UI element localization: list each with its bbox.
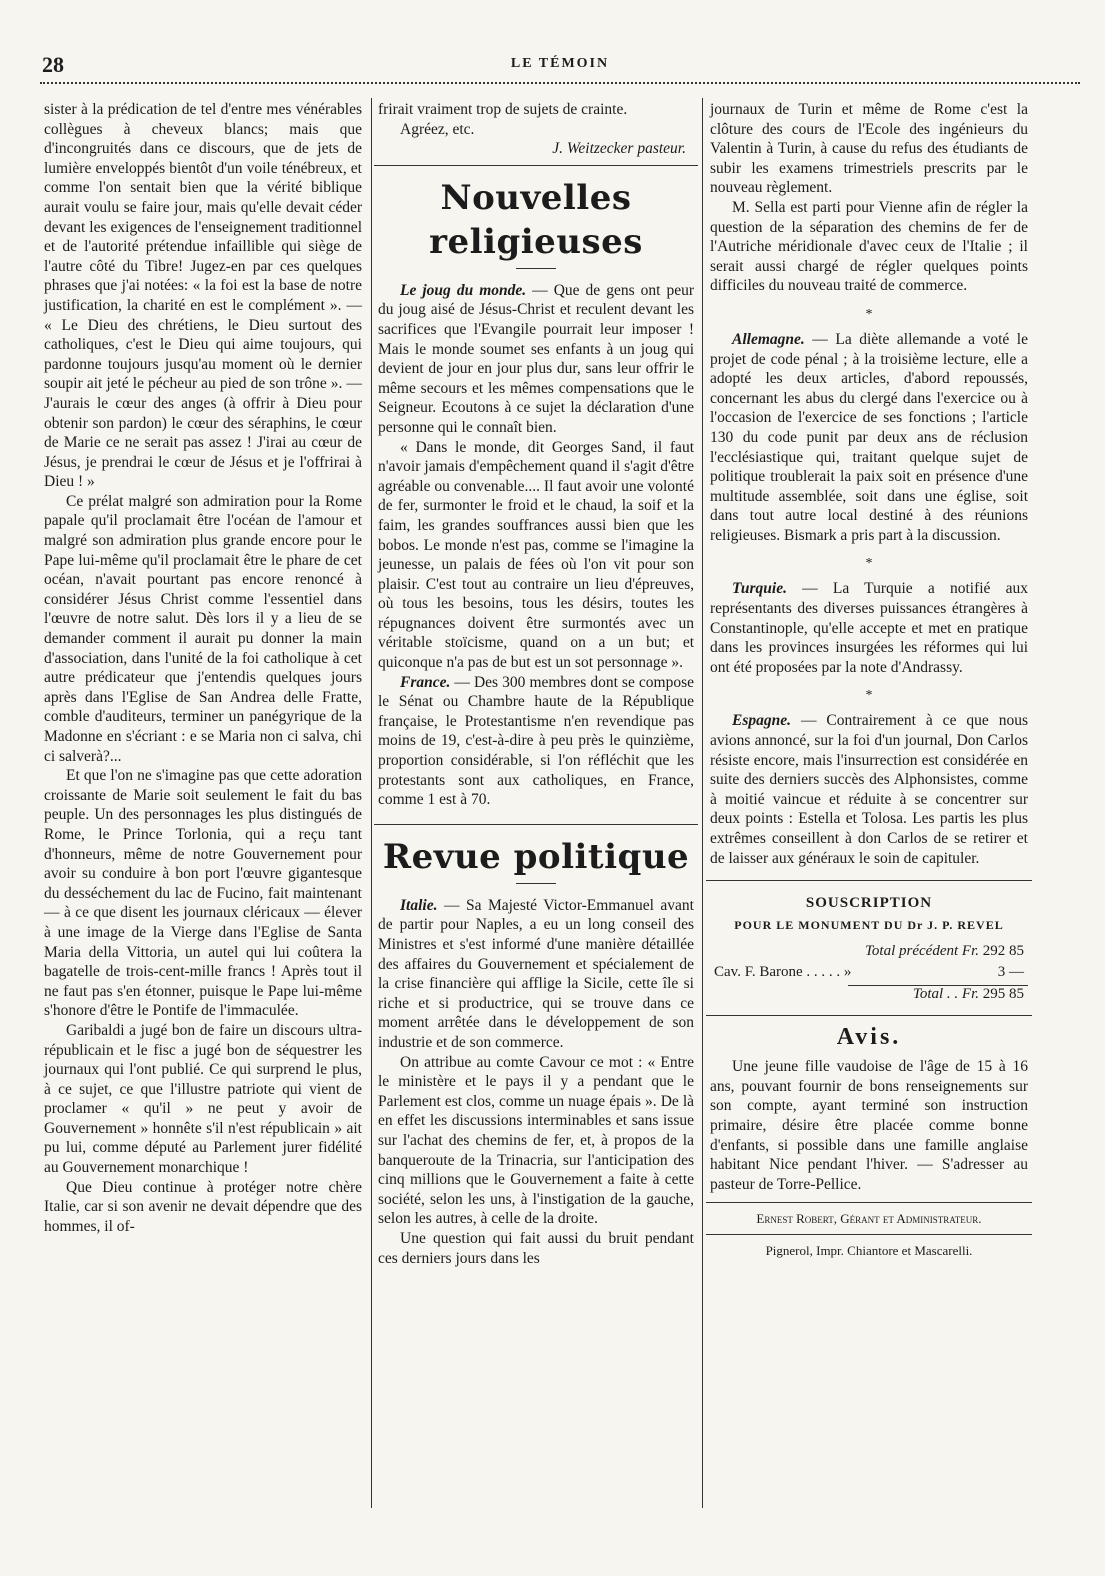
subscription-title: SOUSCRIPTION xyxy=(805,895,933,912)
manager-line: Ernest Robert, Gérant et Administrateur. xyxy=(756,1211,982,1227)
signature: J. Weitzecker pasteur. xyxy=(552,140,686,158)
rubric-label: Espagne. xyxy=(732,712,791,730)
section-title-nouvelles: Nouvelles religieuses xyxy=(429,177,643,262)
column-divider xyxy=(702,98,703,1508)
article-paragraph: journaux de Turin et même de Rome c'est la clôture des cours de l'Ecole des ingénieurs du Valentin à Turin, à cause du refus des étudiants de subir les examens trimestriels prescrits par le nouveau règlement. xyxy=(710,101,1028,197)
column-3 xyxy=(710,100,1028,1260)
rubric-text: — Que de gens ont peur du joug aisé de Jésus-Christ et reculent devant les sacrifices que l'Evangile pourrait leur imposer ! Mais le monde soumet ses enfants à un joug qui devient de jour en jour plus dur, sans leur offrir le même secours et les mêmes compensations que le Seigneur. Ecoutons à ce sujet la déclaration d'une personne qui le connaît bien. xyxy=(378,281,695,436)
column-divider xyxy=(371,98,372,1508)
rubric-label: Le joug du monde. xyxy=(400,281,527,299)
title-dash xyxy=(516,268,556,269)
rubric-text: — Sa Majesté Victor-Emmanuel avant de partir pour Naples, a eu un long conseil des Ministres et s'est informé d'une manière détaillée des affaires du Gouvernement et spécialement de la crise financière qui afflige la Sicile, cette île si riche et si productrice, qui se trouve dans ce moment arrêtée dans le développement de son industrie et de son commerce. xyxy=(378,896,694,1051)
rubric-text: — La Turquie a notifié aux représentants des diverses puissances étrangères à Constantinople, qu'elle accepte et met en pratique dans les provinces insurgées les réformes qui lui ont été proposées par la note d'Andrassy. xyxy=(710,580,1028,676)
header-rule xyxy=(40,82,1080,84)
news-item-espagne xyxy=(710,711,1028,868)
news-item-turquie xyxy=(710,579,1028,677)
row-value: 3 — xyxy=(997,964,1024,981)
page-header xyxy=(40,52,1080,76)
news-item-italie xyxy=(378,896,694,1053)
article-paragraph: Ce prélat malgré son admiration pour la Rome papale qu'il proclamait être l'océan de l'amour et malgré son admiration plus grande encore pour le Pape lui-même qu'il proclamait être le phare de cet océan, n'avait pourtant pas encore renoncé à considérer Jésus Christ comme l'essentiel dans l'œuvre de notre salut. Dès lors il y a lieu de se demander comment il aurait pu donner la main d'association, dans l'unité de la foi catholique à cet autre prédicateur que j'entendis quelques jours après dans l'Eglise de San Andrea delle Fratte, comble d'auditeurs, terminer un panégyrique de la Madonne en s'écriant : e se Maria non ci salva, chi ci salverà?... xyxy=(44,492,362,765)
running-title: LE TÉMOIN xyxy=(510,56,610,71)
notice-text: Une jeune fille vaudoise de l'âge de 15 à 16 ans, pouvant fournir de bons renseignements sur son compte, ayant terminé son instruction primaire, désire être placée comme bonne d'enfants, si possible dans une famille anglaise habitant Nice pendant l'hiver. — S'adresser au pasteur de Torre-Pellice. xyxy=(710,1058,1028,1193)
rubric-label: Turquie. xyxy=(732,580,787,598)
section-rule xyxy=(374,165,698,166)
quotation-sand: « Dans le monde, dit Georges Sand, il faut n'avoir jamais d'empêchement quand il s'agit d'être agréable ou convenable.... Il faut avoir une volonté de fer, surmonter le froid et le chaud, la soif et la faim, les grandes souffrances aussi bien que les bobos. Le monde n'est pas, comme se l'imagine la jeunesse, un palais de fées où l'on vit pour son plaisir. C'est tout au contraire un lieu d'épreuves, où tous les besoins, tous les désirs, toutes les répugnances doivent être surmontés avec un véritable stoïcisme, quand on a un but; et quiconque n'a pas de but est un sot personnage ». xyxy=(378,438,694,672)
news-item-france xyxy=(378,673,694,810)
article-paragraph: frirait vraiment trop de sujets de crainte. xyxy=(378,101,628,118)
row-label: Total . . Fr. xyxy=(912,986,979,1003)
column-1 xyxy=(44,100,362,1236)
row-value: 295 85 xyxy=(982,986,1024,1003)
rubric-text: — Contrairement à ce que nous avions annoncé, sur la foi d'un journal, Don Carlos résiste encore, mais l'insurrection est considérée en suite des derniers succès des Alphonsistes, comme à moitié vaincue et réduite à se concentrer sur deux points : Estella et Tolosa. Les partis les plus extrêmes conseillent à don Carlos de se retirer et de laisser aux généraux le soin de capituler. xyxy=(710,712,1028,867)
section-rule xyxy=(706,1015,1032,1016)
separator-star: * xyxy=(865,306,873,322)
section-rule xyxy=(706,880,1032,881)
notice-title: Avis. xyxy=(836,1024,902,1051)
section-rule xyxy=(706,1234,1032,1235)
article-paragraph: Et que l'on ne s'imagine pas que cette adoration croissante de Marie soit seulement le fait du bas peuple. Un des personnages les plus distingués de Rome, le Prince Torlonia, qui a reçu tant d'honneurs, même de notre Gouvernement pour avoir su conduire à bon port l'œuvre gigantesque du desséchement du lac de Fucino, fait maintenant — à ce que disent les journaux cléricaux — élever à une image de la Vierge dans l'Eglise de Santa Maria della Vittoria, un autel qui lui coûtera la bagatelle de trois-cent-mille francs ! Après tout il ne faut pas s'en étonner, puisque le Pape lui-même s'honore d'être le Pontife de l'immaculée. xyxy=(44,767,362,1020)
printer-line: Pignerol, Impr. Chiantore et Mascarelli. xyxy=(765,1243,973,1259)
section-title-revue: Revue politique xyxy=(382,836,690,877)
row-label: Cav. F. Barone . . . . . » xyxy=(714,964,852,981)
rubric-text: — Des 300 membres dont se compose le Sénat ou Chambre haute de la République française, le Protestantisme n'en revendique pas moins de 19, c'est-à-dire à peu près le quinzième, proportion considérable, si l'on réfléchit que les protestants sont aux catholiques, en France, comme 1 est à 70. xyxy=(378,673,694,809)
subscription-subtitle: POUR LE MONUMENT DU Dr J. P. REVEL xyxy=(734,918,1004,933)
news-item-allemagne xyxy=(710,330,1028,546)
rubric-label: France. xyxy=(400,673,451,691)
rubric-text: — La diète allemande a voté le projet de code pénal ; à la troisième lecture, elle a adopté les deux articles, d'abord repoussés, concernant les abus du clergé dans l'exercice ou à l'occasion de l'exercice de ses fonctions ; l'article 130 du code punit par deux ans de réclusion l'ecclésiastique qui, traitant quelque sujet de politique troublerait la paix soit en présence d'une multitude assemblée, soit dans une église, soit dans tout autre local destiné à des réunions religieuses. Bismark a pris part à la discussion. xyxy=(710,330,1028,544)
closing-formula: Agréez, etc. xyxy=(400,120,475,138)
article-paragraph: Une question qui fait aussi du bruit pendant ces derniers jours dans les xyxy=(378,1229,694,1267)
rubric-label: Italie. xyxy=(400,896,438,914)
separator-star: * xyxy=(865,556,873,572)
row-value: 292 85 xyxy=(982,943,1024,960)
subscription-row-total xyxy=(710,986,1028,1007)
separator-star: * xyxy=(865,688,873,704)
article-paragraph: Garibaldi a jugé bon de faire un discours ultra-républicain et le fisc a jugé bon de séquestrer les journaux qui l'ont publié. Ce qui surprend le plus, à ce sujet, ce que l'illustre patriote qui vient de proclamer « qu'il » ne peut y avoir de Gouvernement » honnête s'il n'est républicain » ait pu lui, comme député au Parlement jurer fidélité au Gouvernement monarchique ! xyxy=(44,1021,362,1177)
article-paragraph: On attribue au comte Cavour ce mot : « Entre le ministère et le pays il y a pendant que le Parlement est clos, comme un nuage épais ». De là en effet les discussions interminables et sans issue sur l'achat des chemins de fer, et, à propos de la banqueroute de la Trinacria, sur l'anticipation des cinq millions que le Gouvernement a faite à cette société, selon les uns, à l'instigation de la gauche, selon les autres, à celle de la droite. xyxy=(378,1053,694,1228)
subscription-row-donor xyxy=(710,964,1028,985)
title-dash xyxy=(516,883,556,884)
article-paragraph: M. Sella est parti pour Vienne afin de régler la question de la séparation des chemins de fer de l'Autriche méridionale d'avec ceux de l'Italie ; il serait aussi chargé de régler quelques points difficiles du nouveau traité de commerce. xyxy=(710,198,1028,295)
article-paragraph: Que Dieu continue à protéger notre chère Italie, car si son avenir ne devait dépendre que des hommes, il of- xyxy=(44,1178,362,1235)
page-number: 28 xyxy=(42,52,64,77)
row-label: Total précédent Fr. xyxy=(864,943,979,960)
article-paragraph: sister à la prédication de tel d'entre mes vénérables collègues à cheveux blancs; mais que d'incongruités dans ce discours, que de jets de lumière enveloppés bientôt d'un voile ténébreux, et comme l'on sentait bien que la vérité biblique aurait voulu se faire jour, mais qu'elle devait céder devant les exigences de l'enseignement traditionnel et de l'autorité prétendue infaillible qui siège de l'autre côté du Tibre! Jugez-en par ces quelques phrases que j'ai notées: « la foi est la base de notre justification, la charité en est le complément ». — « Le Dieu des chrétiens, le Dieu surtout des catholiques, c'est le Dieu qui aime toujours, qui pardonne toujours jusqu'au moment où le dernier soupir ait jeté le pécheur au pied de son trône ». — J'aurais le cœur des anges (à offrir à Dieu pour obtenir son pardon) le cœur des séraphins, le cœur de Marie ce ne serait pas assez ! J'irai au cœur de Jésus, je prendrai le cœur de Jésus et je l'offrirai à Dieu ! » xyxy=(44,101,362,491)
section-rule xyxy=(706,1202,1032,1203)
subscription-row-previous xyxy=(710,943,1028,964)
rubric-label: Allemagne. xyxy=(732,330,805,348)
news-item-joug xyxy=(378,281,694,438)
column-2 xyxy=(378,100,694,1268)
section-rule xyxy=(374,824,698,825)
